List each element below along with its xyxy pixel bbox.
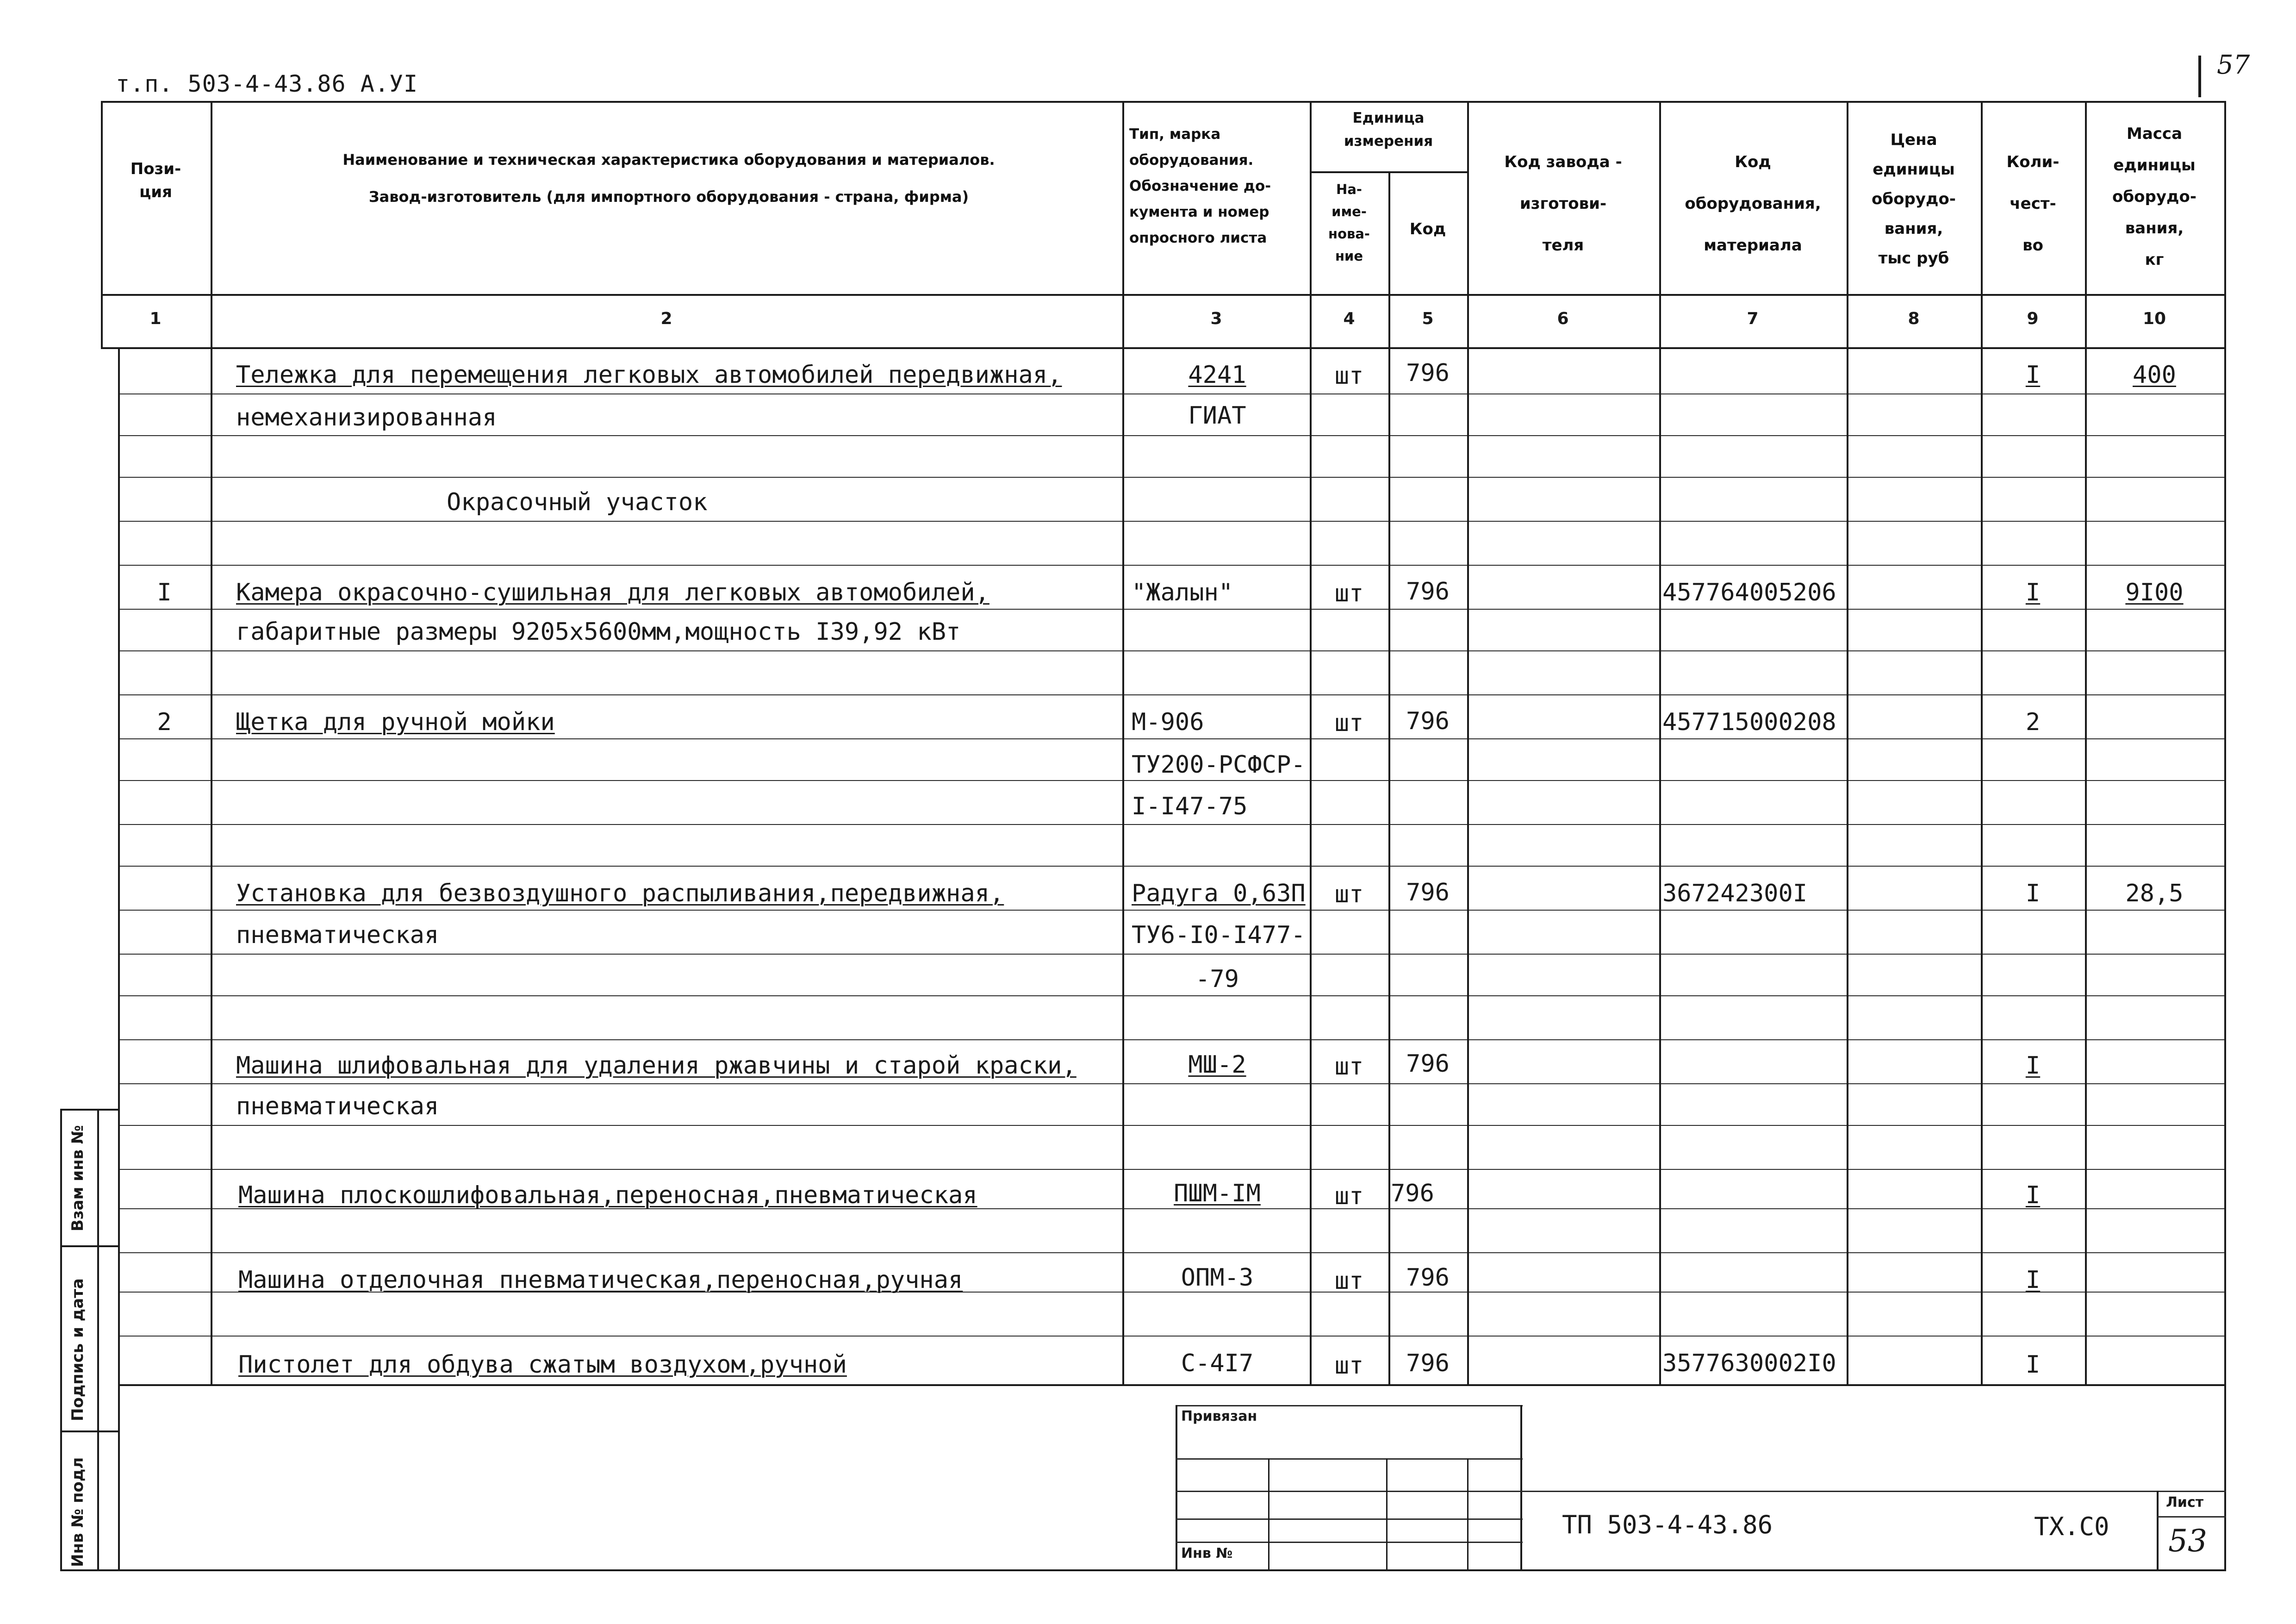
table-row-code: 796: [1406, 879, 1450, 906]
table-row-equip: 457764005206: [1662, 579, 1836, 606]
row-divider: [118, 565, 2225, 566]
colnum-6: 6: [1557, 309, 1569, 328]
table-row-name: Тележка для перемещения легковых автомобилей передвижная,: [236, 361, 1062, 389]
table-row-type: -79: [1195, 965, 1239, 993]
table-row-code: 796: [1406, 1349, 1450, 1377]
colnum-5: 5: [1422, 309, 1434, 328]
table-row-code: 796: [1406, 707, 1450, 735]
document-code: т.п. 503-4-43.86 А.УI: [116, 70, 418, 97]
table-row-equip: 457715000208: [1662, 708, 1836, 736]
table-row-pos: 2: [157, 708, 172, 736]
inv-label: Инв №: [1181, 1545, 1233, 1562]
table-row-type: ТУ6-I0-I477-: [1132, 921, 1306, 949]
table-row-type: С-4I7: [1181, 1349, 1254, 1377]
row-divider: [118, 866, 2225, 867]
table-row-type: ГИАТ: [1188, 402, 1246, 430]
row-divider: [118, 910, 2225, 911]
table-row-unit: шт: [1334, 881, 1364, 908]
table-row-qty: I: [2025, 1266, 2041, 1294]
row-divider: [118, 824, 2225, 825]
header-price: Цена единицы оборудо- вания, тыс руб: [1872, 131, 1956, 268]
table-row-type: "Жалын": [1132, 579, 1233, 606]
header-unit-code: Код: [1409, 220, 1446, 238]
header-name: Наименование и техническая характеристика оборудования и материалов. Завод-изготовитель (для импортного оборудования - страна, фирма): [342, 151, 995, 206]
sheet-number: 53: [2168, 1523, 2207, 1559]
header-unit-name: На- име- нова- ние: [1328, 181, 1370, 264]
table-row-name: Щетка для ручной мойки: [236, 708, 555, 736]
table-row-code: 796: [1391, 1180, 1434, 1207]
table-row-type: ОПМ-3: [1181, 1264, 1254, 1292]
row-divider: [118, 521, 2225, 522]
table-row-equip: 3577630002I0: [1662, 1349, 1836, 1377]
table-row-equip: 367242300I: [1662, 880, 1808, 907]
row-divider: [118, 477, 2225, 478]
row-divider: [118, 694, 2225, 695]
table-row-unit: шт: [1334, 362, 1364, 390]
table-row-name: Установка для безвоздушного распыливания,передвижная,: [236, 880, 1004, 907]
table-row-unit: шт: [1334, 580, 1364, 607]
table-row-unit: шт: [1334, 1267, 1364, 1295]
table-row-mass: 28,5: [2125, 880, 2184, 907]
sheet-label: Лист: [2166, 1494, 2204, 1511]
page-mark: 57: [2217, 50, 2250, 80]
table-row-name: немеханизированная: [236, 404, 497, 431]
table-row-qty: I: [2025, 880, 2041, 907]
row-divider: [118, 435, 2225, 436]
row-divider: [118, 609, 2225, 610]
table-row-unit: шт: [1334, 1182, 1364, 1210]
table-row-code: 796: [1406, 359, 1450, 387]
row-divider: [118, 1252, 2225, 1253]
colnum-7: 7: [1747, 309, 1759, 328]
header-unit: Единица измерения: [1344, 110, 1433, 150]
table-row-name: пневматическая: [236, 921, 439, 949]
header-equip-code: Код оборудования, материала: [1685, 153, 1821, 255]
colnum-4: 4: [1343, 309, 1355, 328]
table-row-unit: шт: [1334, 709, 1364, 737]
corner-mark: [2198, 56, 2201, 97]
table-row-pos: I: [157, 579, 172, 606]
table-row-mass: 400: [2133, 361, 2176, 389]
table-row-type: М-906: [1132, 708, 1204, 736]
colnum-8: 8: [1908, 309, 1920, 328]
table-row-name: Камера окрасочно-сушильная для легковых автомобилей,: [236, 579, 989, 606]
project-code: ТП 503-4-43.86: [1562, 1510, 1773, 1539]
table-row-type: I-I47-75: [1132, 793, 1248, 820]
row-divider: [118, 954, 2225, 955]
table-row-code: 796: [1406, 578, 1450, 606]
table-row-type: ТУ200-РСФСР-: [1132, 751, 1306, 779]
table-row-name: Машина плоскошлифовальная,переносная,пневматическая: [238, 1181, 977, 1209]
colnum-2: 2: [660, 309, 672, 328]
table-row-qty: I: [2025, 361, 2041, 389]
table-row-qty: 2: [2025, 708, 2041, 736]
table-row-type: ПШМ-IМ: [1174, 1180, 1261, 1207]
privyazan-label: Привязан: [1181, 1408, 1257, 1424]
colnum-10: 10: [2142, 309, 2166, 328]
header-mass: Масса единицы оборудо- вания, кг: [2112, 125, 2196, 269]
table-row-qty: I: [2025, 1181, 2041, 1209]
header-qty: Коли- чест- во: [2006, 153, 2060, 255]
table-row-type: 4241: [1188, 361, 1246, 389]
header-maker: Код завода - изготови- теля: [1504, 153, 1622, 255]
row-divider: [118, 650, 2225, 651]
table-row-name: габаритные размеры 9205x5600мм,мощность I39,92 кВт: [236, 618, 961, 646]
table-row-name: пневматическая: [236, 1093, 439, 1120]
table-row-mass: 9I00: [2125, 579, 2184, 606]
table-row-name: Пистолет для обдува сжатым воздухом,ручной: [238, 1351, 847, 1379]
table-row-qty: I: [2025, 1351, 2041, 1379]
table-row-unit: шт: [1334, 1352, 1364, 1380]
table-row-code: 796: [1406, 1050, 1450, 1078]
row-divider: [118, 1039, 2225, 1040]
header-type: Тип, марка оборудования. Обозначение до- кумента и номер опросного листа: [1129, 126, 1271, 246]
header-position: Пози- ция: [130, 160, 181, 201]
drawing-mark: ТХ.С0: [2034, 1512, 2109, 1541]
table-row-name: Машина шлифовальная для удаления ржавчины и старой краски,: [236, 1052, 1076, 1080]
row-divider: [118, 780, 2225, 781]
row-divider: [118, 1169, 2225, 1170]
table-row-type: МШ-2: [1188, 1051, 1246, 1079]
row-divider: [118, 1083, 2225, 1084]
colnum-1: 1: [149, 309, 162, 328]
table-row-qty: I: [2025, 579, 2041, 606]
row-divider: [118, 995, 2225, 996]
table-row-code: 796: [1406, 1264, 1450, 1292]
section-title: Окрасочный участок: [447, 488, 708, 516]
colnum-9: 9: [2027, 309, 2039, 328]
row-divider: [118, 1125, 2225, 1126]
table-row-name: Машина отделочная пневматическая,переносная,ручная: [238, 1266, 963, 1294]
table-row-unit: шт: [1334, 1053, 1364, 1081]
row-divider: [118, 1336, 2225, 1337]
side-label-inv: Взам инв №: [68, 1125, 87, 1231]
side-label-inv-podl: Инв № подл: [68, 1457, 87, 1567]
side-label-sign: Подпись и дата: [68, 1278, 87, 1421]
colnum-3: 3: [1210, 309, 1222, 328]
table-row-type: Радуга 0,63П: [1132, 880, 1306, 907]
row-divider: [118, 738, 2225, 739]
table-row-qty: I: [2025, 1052, 2041, 1080]
